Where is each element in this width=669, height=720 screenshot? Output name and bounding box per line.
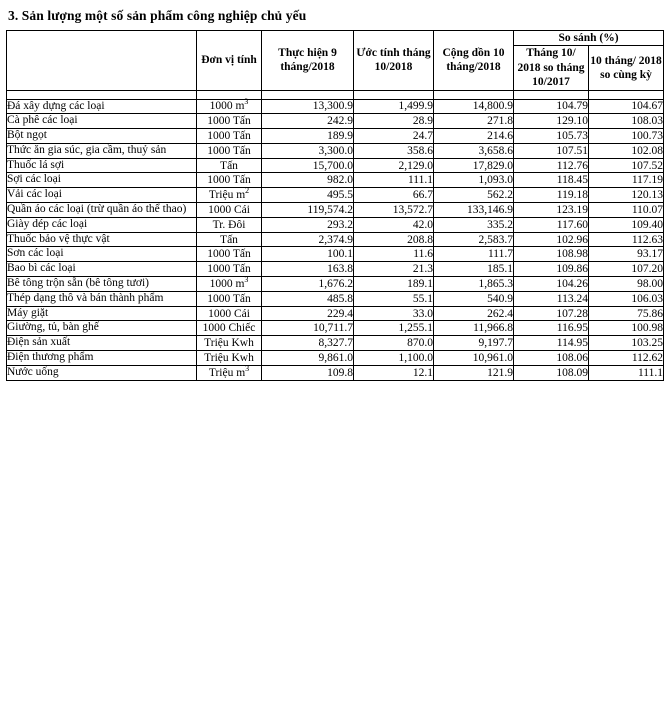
cell-actual-9-months: 8,327.7 xyxy=(262,336,354,351)
cell-unit xyxy=(197,321,262,336)
cell-product-name: Bột ngọt xyxy=(7,129,197,144)
spacer-cell xyxy=(354,90,434,99)
cell-actual-9-months: 2,374.9 xyxy=(262,232,354,247)
cell-unit xyxy=(197,188,262,203)
cell-compare-cumulative: 100.73 xyxy=(589,129,664,144)
header-actual-9-months: Thực hiện 9 tháng/2018 xyxy=(262,31,354,91)
unit-text: Triệu Kwh xyxy=(204,337,254,350)
cell-actual-9-months: 495.5 xyxy=(262,188,354,203)
spacer-cell xyxy=(262,90,354,99)
cell-estimate-month: 11.6 xyxy=(354,247,434,262)
cell-cumulative-10-months: 562.2 xyxy=(434,188,514,203)
cell-product-name: Vải các loại xyxy=(7,188,197,203)
cell-actual-9-months: 109.8 xyxy=(262,365,354,380)
unit-exponent: 3 xyxy=(244,275,249,285)
cell-cumulative-10-months: 271.8 xyxy=(434,114,514,129)
table-row xyxy=(7,129,664,144)
unit-exponent: 3 xyxy=(245,363,250,373)
unit-text: Triệu m xyxy=(208,366,246,379)
cell-unit xyxy=(197,277,262,292)
cell-compare-month: 117.60 xyxy=(514,217,589,232)
unit-text: 1000 Tấn xyxy=(207,129,251,142)
cell-product-name: Quần áo các loại (trừ quần áo thể thao) xyxy=(7,203,197,218)
cell-unit xyxy=(197,247,262,262)
unit-text: 1000 Tấn xyxy=(207,174,251,187)
unit-text: 1000 Tấn xyxy=(207,144,251,157)
cell-compare-cumulative: 103.25 xyxy=(589,336,664,351)
cell-actual-9-months: 10,711.7 xyxy=(262,321,354,336)
cell-actual-9-months: 163.8 xyxy=(262,262,354,277)
unit-text: 1000 Cái xyxy=(208,203,250,216)
cell-compare-cumulative: 107.20 xyxy=(589,262,664,277)
spacer-cell xyxy=(589,90,664,99)
cell-compare-cumulative: 104.67 xyxy=(589,99,664,114)
spacer-cell xyxy=(434,90,514,99)
table-row xyxy=(7,291,664,306)
cell-compare-month: 108.98 xyxy=(514,247,589,262)
cell-compare-month: 129.10 xyxy=(514,114,589,129)
cell-actual-9-months: 1,676.2 xyxy=(262,277,354,292)
cell-estimate-month: 28.9 xyxy=(354,114,434,129)
cell-cumulative-10-months: 1,093.0 xyxy=(434,173,514,188)
cell-cumulative-10-months: 540.9 xyxy=(434,291,514,306)
unit-text: 1000 m xyxy=(209,100,245,113)
cell-product-name: Đá xây dựng các loại xyxy=(7,99,197,114)
cell-product-name: Thuốc bảo vệ thực vật xyxy=(7,232,197,247)
cell-compare-cumulative: 111.1 xyxy=(589,365,664,380)
cell-compare-month: 123.19 xyxy=(514,203,589,218)
table-row xyxy=(7,217,664,232)
cell-product-name: Giày dép các loại xyxy=(7,217,197,232)
cell-unit xyxy=(197,217,262,232)
unit-text: 1000 m xyxy=(209,277,245,290)
cell-compare-month: 112.76 xyxy=(514,158,589,173)
table-row xyxy=(7,203,664,218)
header-product-name xyxy=(7,31,197,91)
cell-unit xyxy=(197,365,262,380)
cell-product-name: Điện thương phẩm xyxy=(7,351,197,366)
cell-cumulative-10-months: 1,865.3 xyxy=(434,277,514,292)
cell-product-name: Bao bì các loại xyxy=(7,262,197,277)
header-comparison-group: So sánh (%) xyxy=(514,31,664,46)
cell-product-name: Máy giặt xyxy=(7,306,197,321)
cell-compare-month: 108.09 xyxy=(514,365,589,380)
cell-compare-month: 118.45 xyxy=(514,173,589,188)
cell-unit xyxy=(197,336,262,351)
cell-compare-cumulative: 107.52 xyxy=(589,158,664,173)
unit-text: 1000 Tấn xyxy=(207,292,251,305)
cell-compare-month: 104.79 xyxy=(514,99,589,114)
cell-unit xyxy=(197,203,262,218)
cell-unit xyxy=(197,129,262,144)
cell-actual-9-months: 189.9 xyxy=(262,129,354,144)
cell-cumulative-10-months: 2,583.7 xyxy=(434,232,514,247)
unit-text: Tấn xyxy=(220,233,238,246)
cell-product-name: Giường, tủ, bàn ghế xyxy=(7,321,197,336)
cell-estimate-month: 33.0 xyxy=(354,306,434,321)
cell-estimate-month: 1,499.9 xyxy=(354,99,434,114)
unit-text: 1000 Tấn xyxy=(207,263,251,276)
spacer-cell xyxy=(7,90,197,99)
unit-text: 1000 Chiếc xyxy=(202,322,256,335)
cell-cumulative-10-months: 111.7 xyxy=(434,247,514,262)
unit-exponent: 3 xyxy=(244,97,249,107)
industrial-output-table xyxy=(6,30,664,381)
cell-cumulative-10-months: 121.9 xyxy=(434,365,514,380)
cell-estimate-month: 66.7 xyxy=(354,188,434,203)
cell-unit xyxy=(197,262,262,277)
table-row xyxy=(7,173,664,188)
cell-compare-cumulative: 117.19 xyxy=(589,173,664,188)
cell-actual-9-months: 242.9 xyxy=(262,114,354,129)
cell-compare-month: 109.86 xyxy=(514,262,589,277)
cell-estimate-month: 1,255.1 xyxy=(354,321,434,336)
cell-unit xyxy=(197,99,262,114)
table-row xyxy=(7,262,664,277)
unit-text: Triệu m xyxy=(208,189,246,202)
cell-actual-9-months: 293.2 xyxy=(262,217,354,232)
cell-cumulative-10-months: 214.6 xyxy=(434,129,514,144)
cell-compare-cumulative: 75.86 xyxy=(589,306,664,321)
cell-actual-9-months: 3,300.0 xyxy=(262,143,354,158)
cell-compare-cumulative: 106.03 xyxy=(589,291,664,306)
table-row xyxy=(7,143,664,158)
cell-compare-cumulative: 98.00 xyxy=(589,277,664,292)
cell-compare-month: 104.26 xyxy=(514,277,589,292)
table-header-row-1 xyxy=(7,31,664,46)
cell-estimate-month: 24.7 xyxy=(354,129,434,144)
cell-cumulative-10-months: 185.1 xyxy=(434,262,514,277)
header-unit: Đơn vị tính xyxy=(197,31,262,91)
cell-compare-month: 113.24 xyxy=(514,291,589,306)
unit-text: Tấn xyxy=(220,159,238,172)
cell-unit xyxy=(197,291,262,306)
header-compare-month: Tháng 10/ 2018 so tháng 10/2017 xyxy=(514,46,589,90)
header-cumulative-10-months: Cộng dồn 10 tháng/2018 xyxy=(434,31,514,91)
cell-unit xyxy=(197,351,262,366)
header-compare-cumulative: 10 tháng/ 2018 so cùng kỳ xyxy=(589,46,664,90)
unit-text: 1000 Tấn xyxy=(207,248,251,261)
cell-estimate-month: 13,572.7 xyxy=(354,203,434,218)
cell-compare-cumulative: 110.07 xyxy=(589,203,664,218)
cell-actual-9-months: 13,300.9 xyxy=(262,99,354,114)
unit-exponent: 2 xyxy=(245,186,250,196)
unit-text: Triệu Kwh xyxy=(204,351,254,364)
unit-text: 1000 Tấn xyxy=(207,115,251,128)
cell-cumulative-10-months: 3,658.6 xyxy=(434,143,514,158)
cell-unit xyxy=(197,143,262,158)
cell-unit xyxy=(197,114,262,129)
cell-estimate-month: 189.1 xyxy=(354,277,434,292)
table-spacer-row xyxy=(7,90,664,99)
cell-compare-cumulative: 112.62 xyxy=(589,351,664,366)
cell-actual-9-months: 982.0 xyxy=(262,173,354,188)
table-row xyxy=(7,306,664,321)
table-header xyxy=(7,31,664,91)
cell-estimate-month: 358.6 xyxy=(354,143,434,158)
cell-compare-cumulative: 93.17 xyxy=(589,247,664,262)
cell-product-name: Thép dạng thô và bán thành phẩm xyxy=(7,291,197,306)
cell-cumulative-10-months: 262.4 xyxy=(434,306,514,321)
table-row xyxy=(7,188,664,203)
table-row xyxy=(7,232,664,247)
cell-estimate-month: 1,100.0 xyxy=(354,351,434,366)
cell-estimate-month: 870.0 xyxy=(354,336,434,351)
cell-cumulative-10-months: 9,197.7 xyxy=(434,336,514,351)
cell-estimate-month: 21.3 xyxy=(354,262,434,277)
table-row xyxy=(7,336,664,351)
cell-cumulative-10-months: 17,829.0 xyxy=(434,158,514,173)
spacer-cell xyxy=(197,90,262,99)
cell-estimate-month: 55.1 xyxy=(354,291,434,306)
cell-product-name: Thuốc lá sợi xyxy=(7,158,197,173)
cell-product-name: Bê tông trộn sẵn (bê tông tươi) xyxy=(7,277,197,292)
cell-unit xyxy=(197,306,262,321)
cell-product-name: Điện sản xuất xyxy=(7,336,197,351)
cell-compare-month: 102.96 xyxy=(514,232,589,247)
table-body xyxy=(7,90,664,380)
spacer-cell xyxy=(514,90,589,99)
cell-compare-cumulative: 100.98 xyxy=(589,321,664,336)
unit-text: Tr. Đôi xyxy=(212,218,246,231)
cell-actual-9-months: 485.8 xyxy=(262,291,354,306)
cell-unit xyxy=(197,173,262,188)
cell-compare-month: 114.95 xyxy=(514,336,589,351)
cell-product-name: Nước uống xyxy=(7,365,197,380)
table-row xyxy=(7,277,664,292)
cell-unit xyxy=(197,158,262,173)
cell-compare-month: 107.28 xyxy=(514,306,589,321)
cell-compare-month: 107.51 xyxy=(514,143,589,158)
cell-compare-cumulative: 109.40 xyxy=(589,217,664,232)
cell-compare-month: 119.18 xyxy=(514,188,589,203)
table-row xyxy=(7,247,664,262)
header-estimate-month: Ước tính tháng 10/2018 xyxy=(354,31,434,91)
cell-actual-9-months: 229.4 xyxy=(262,306,354,321)
cell-compare-month: 108.06 xyxy=(514,351,589,366)
cell-actual-9-months: 15,700.0 xyxy=(262,158,354,173)
cell-cumulative-10-months: 11,966.8 xyxy=(434,321,514,336)
cell-estimate-month: 12.1 xyxy=(354,365,434,380)
cell-compare-cumulative: 108.03 xyxy=(589,114,664,129)
cell-unit xyxy=(197,232,262,247)
page-title: 3. Sản lượng một số sản phẩm công nghiệp chủ yếu xyxy=(8,8,307,23)
cell-product-name: Sơn các loại xyxy=(7,247,197,262)
cell-cumulative-10-months: 335.2 xyxy=(434,217,514,232)
table-row xyxy=(7,158,664,173)
table-row xyxy=(7,365,664,380)
cell-compare-cumulative: 120.13 xyxy=(589,188,664,203)
cell-product-name: Sợi các loại xyxy=(7,173,197,188)
cell-estimate-month: 111.1 xyxy=(354,173,434,188)
cell-cumulative-10-months: 133,146.9 xyxy=(434,203,514,218)
cell-product-name: Thức ăn gia súc, gia cầm, thuỷ sản xyxy=(7,143,197,158)
table-row xyxy=(7,114,664,129)
cell-estimate-month: 2,129.0 xyxy=(354,158,434,173)
cell-estimate-month: 42.0 xyxy=(354,217,434,232)
cell-actual-9-months: 9,861.0 xyxy=(262,351,354,366)
cell-compare-month: 105.73 xyxy=(514,129,589,144)
cell-compare-cumulative: 112.63 xyxy=(589,232,664,247)
table-row xyxy=(7,351,664,366)
cell-actual-9-months: 119,574.2 xyxy=(262,203,354,218)
cell-actual-9-months: 100.1 xyxy=(262,247,354,262)
cell-cumulative-10-months: 10,961.0 xyxy=(434,351,514,366)
unit-text: 1000 Cái xyxy=(208,307,250,320)
cell-compare-cumulative: 102.08 xyxy=(589,143,664,158)
cell-estimate-month: 208.8 xyxy=(354,232,434,247)
cell-product-name: Cà phê các loại xyxy=(7,114,197,129)
cell-compare-month: 116.95 xyxy=(514,321,589,336)
table-row xyxy=(7,99,664,114)
cell-cumulative-10-months: 14,800.9 xyxy=(434,99,514,114)
table-row xyxy=(7,321,664,336)
